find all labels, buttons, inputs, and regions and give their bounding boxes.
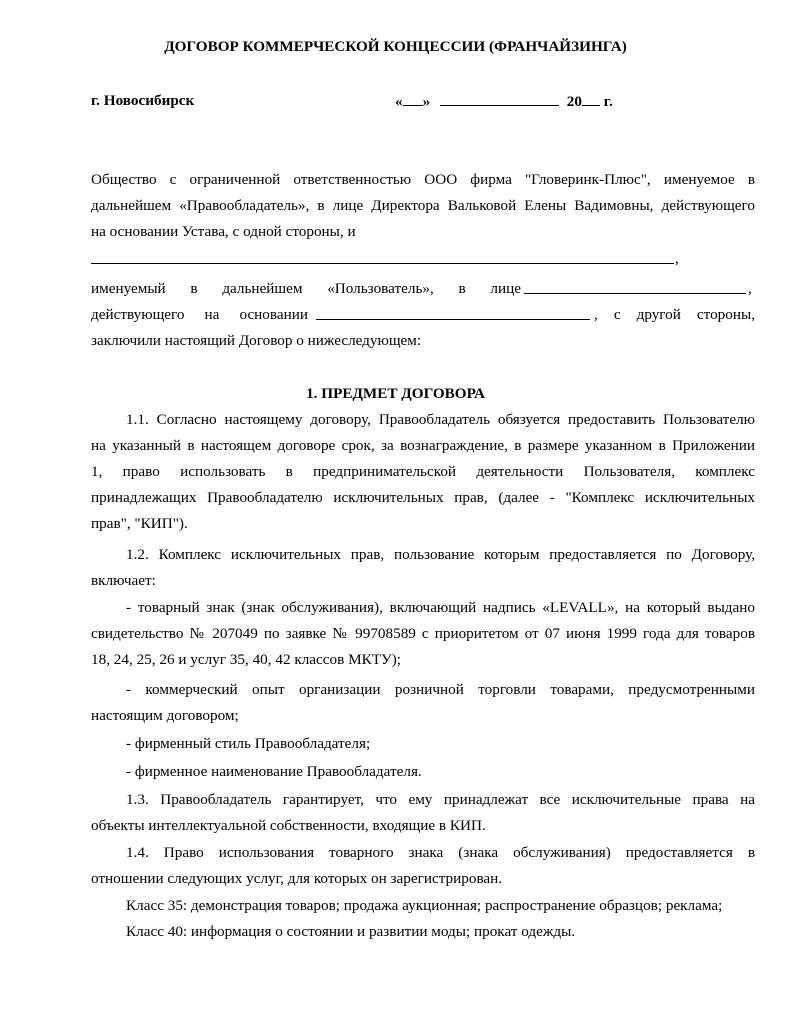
clause-1-1-line: 1.1. Согласно настоящему договору, Правообладатель обязуется предоставить Пользователю (126, 411, 755, 428)
clause-1-4-line: отношении следующих услуг, для которых он зарегистрирован. (91, 870, 503, 887)
user-line: заключили настоящий Договор о нижеследующем: (91, 332, 422, 349)
date-line (395, 91, 613, 112)
item-corporate-style: - фирменный стиль Правообладателя; (126, 735, 371, 752)
section-title: 1. ПРЕДМЕТ ДОГОВОРА (306, 385, 485, 402)
clause-1-2-line: включает: (91, 572, 156, 589)
contract-title: ДОГОВОР КОММЕРЧЕСКОЙ КОНЦЕССИИ (ФРАНЧАЙЗИНГА) (164, 38, 627, 55)
clause-1-1-line: прав", "КИП"). (91, 515, 188, 532)
user-line: , с другой стороны, (594, 306, 755, 323)
year-blank (582, 91, 600, 106)
date-open-quote: « (395, 93, 403, 110)
year-prefix: 20 (566, 93, 582, 110)
item-trademark-line: - товарный знак (знак обслуживания), включающий надпись «LEVALL», на который выдано (126, 599, 755, 616)
clause-1-3-line: 1.3. Правообладатель гарантирует, что ему принадлежат все исключительные права на (126, 791, 755, 808)
year-suffix: г. (599, 93, 613, 110)
preamble-line: Общество с ограниченной ответственностью ООО фирма "Гловеринк-Плюс", именуемое в (91, 171, 755, 188)
class-40: Класс 40: информация о состоянии и развитии моды; прокат одежды. (126, 923, 576, 940)
clause-1-2-line: 1.2. Комплекс исключительных прав, пользование которым предоставляется по Договору, (126, 546, 755, 563)
clause-1-3-line: объекты интеллектуальной собственности, входящие в КИП. (91, 817, 486, 834)
user-line-comma: , (748, 280, 752, 297)
clause-1-4-line: 1.4. Право использования товарного знака (знака обслуживания) предоставляется в (126, 844, 755, 861)
date-close-quote: » (422, 93, 431, 110)
clause-1-1-line: принадлежащих Правообладателю исключительных прав, (далее - "Комплекс исключительных (91, 489, 755, 506)
clause-1-1-line: 1, право использовать в предпринимательской деятельности Пользователя, комплекс (91, 463, 755, 480)
party-comma: , (675, 250, 679, 267)
month-blank (440, 91, 559, 106)
item-trademark-line: свидетельство № 207049 по заявке № 99708589 с приоритетом от 07 июня 1999 года для товаров (91, 625, 755, 642)
user-basis-blank (316, 305, 590, 320)
item-experience-line: настоящим договором; (91, 707, 239, 724)
user-party-blank (91, 249, 674, 264)
item-experience-line: - коммерческий опыт организации розничной торговли товарами, предусмотренными (126, 681, 755, 698)
city-label: г. Новосибирск (91, 92, 195, 109)
class-35: Класс 35: демонстрация товаров; продажа аукционная; распространение образцов; реклама; (126, 897, 723, 914)
preamble-line: дальнейшем «Правообладатель», в лице Директора Вальковой Елены Вадимовны, действующего (91, 197, 755, 214)
item-trademark-line: 18, 24, 25, 26 и услуг 35, 40, 42 классов МКТУ); (91, 651, 402, 668)
item-company-name: - фирменное наименование Правообладателя. (126, 763, 422, 780)
clause-1-1-line: на указанный в настоящем договоре срок, за вознаграждение, в размере указанном в Приложении (91, 437, 755, 454)
user-line: действующего на основании (91, 306, 308, 323)
day-blank (403, 91, 423, 106)
preamble-line: на основании Устава, с одной стороны, и (91, 223, 356, 240)
user-representative-blank (524, 279, 746, 294)
user-line: именуемый в дальнейшем «Пользователь», в лице (91, 280, 521, 297)
